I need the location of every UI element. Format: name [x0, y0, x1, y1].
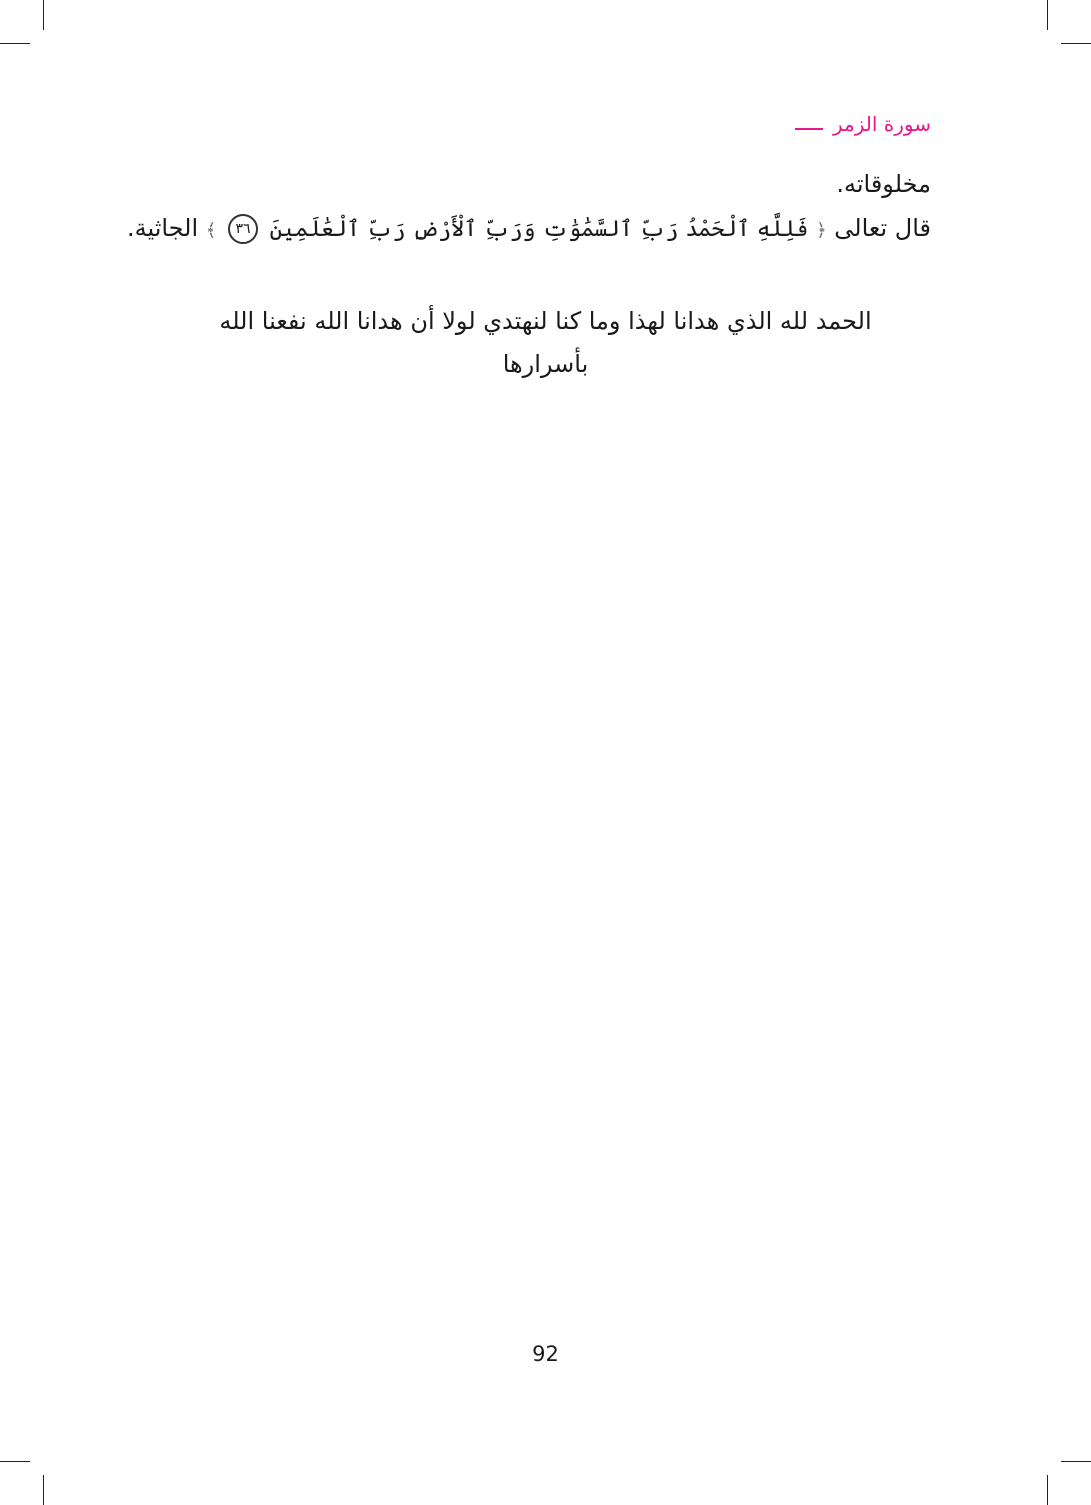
crop-mark [1047, 0, 1048, 30]
ayah-open-bracket: ﴿ [816, 220, 827, 241]
crop-mark [0, 1461, 30, 1462]
quote-line [127, 214, 931, 244]
ayah-number: ٣٦ [228, 214, 258, 244]
crop-mark [1061, 1461, 1091, 1462]
crop-mark [1047, 1475, 1048, 1505]
text-line: مخلوقاته. [836, 170, 931, 198]
quote-intro: قال تعالى [834, 214, 931, 242]
running-header [795, 112, 931, 136]
surah-title: سورة الزمر [832, 112, 931, 136]
ayah-close-bracket: ﴾ [205, 220, 217, 241]
crop-mark [43, 0, 44, 30]
ayah-text: فَلِلَّهِ ٱلْحَمْدُ رَبِّ ٱلسَّمَٰوَٰتِ وَرَبِّ ٱلْأَرْضِ رَبِّ ٱلْعَٰلَمِينَ [269, 217, 809, 242]
page-number: 92 [532, 1342, 559, 1366]
paragraph: الحمد لله الذي هدانا لهذا وما كنا لنهتدي لولا أن هدانا الله نفعنا الله بأسرارها [219, 307, 872, 378]
surah-reference: الجاثية. [126, 214, 199, 242]
crop-mark [0, 43, 30, 44]
header-rule [795, 128, 823, 130]
crop-mark [1061, 43, 1091, 44]
crop-mark [43, 1475, 44, 1505]
